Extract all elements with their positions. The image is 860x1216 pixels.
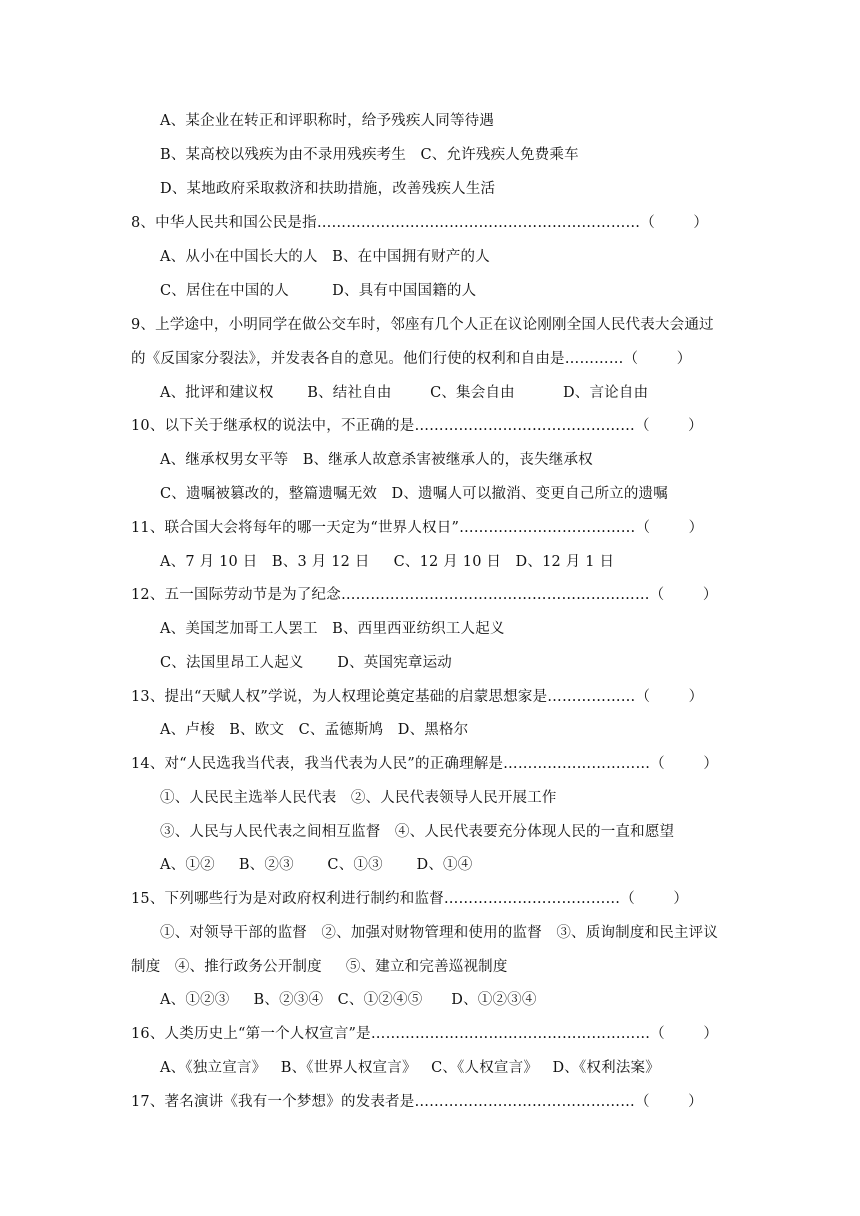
statement-line: ①、对领导干部的监督 ②、加强对财物管理和使用的监督 ③、质询制度和民主评议 — [160, 925, 719, 941]
question-17: 17、著名演讲《我有一个梦想》的发表者是………………………………………（ ） — [131, 1094, 703, 1110]
statement-line: ③、人民与人民代表之间相互监督 ④、人民代表要充分体现人民的一直和愿望 — [160, 824, 675, 840]
option-line: C、居住在中国的人 D、具有中国国籍的人 — [160, 283, 477, 299]
question-8: 8、中华人民共和国公民是指…………………………………………………………（ ） — [131, 215, 709, 231]
option-line: C、遗嘱被篡改的，整篇遗嘱无效 D、遗嘱人可以撤消、变更自己所立的遗嘱 — [160, 486, 668, 502]
option-line: C、法国里昂工人起义 D、英国宪章运动 — [160, 655, 452, 671]
question-15: 15、下列哪些行为是对政府权利进行制约和监督………………………………（ ） — [131, 891, 689, 907]
option-line: A、《独立宣言》 B、《世界人权宣言》 C、《人权宣言》 D、《权利法案》 — [160, 1060, 660, 1076]
question-10: 10、以下关于继承权的说法中，不正确的是………………………………………（ ） — [131, 418, 703, 434]
option-line: A、某企业在转正和评职称时，给予残疾人同等待遇 — [160, 113, 495, 129]
option-line: A、美国芝加哥工人罢工 B、西里西亚纺织工人起义 — [160, 621, 505, 637]
option-line: A、从小在中国长大的人 B、在中国拥有财产的人 — [160, 249, 490, 265]
question-11: 11、联合国大会将每年的哪一天定为“世界人权日”………………………………（ ） — [131, 520, 704, 536]
option-line: A、继承权男女平等 B、继承人故意杀害被继承人的，丧失继承权 — [160, 452, 593, 468]
option-line: A、卢梭 B、欧文 C、孟德斯鸠 D、黑格尔 — [160, 722, 469, 738]
question-13: 13、提出“天赋人权”学说，为人权理论奠定基础的启蒙思想家是………………（ ） — [131, 689, 704, 705]
question-16: 16、人类历史上“第一个人权宣言”是…………………………………………………（ ） — [131, 1026, 719, 1042]
option-line: D、某地政府采取救济和扶助措施，改善残疾人生活 — [160, 181, 496, 197]
statement-line-continued: 制度 ④、推行政务公开制度 ⑤、建立和完善巡视制度 — [131, 959, 508, 975]
question-9: 9、上学途中，小明同学在做公交车时，邻座有几个人正在议论刚刚全国人民代表大会通过 — [131, 317, 714, 333]
question-14: 14、对“人民选我当代表，我当代表为人民”的正确理解是…………………………（ ） — [131, 756, 719, 772]
option-line: A、7 月 10 日 B、3 月 12 日 C、12 月 10 日 D、12 月 1 日 — [160, 554, 615, 570]
option-line: A、①② B、②③ C、①③ D、①④ — [160, 857, 473, 873]
option-line: A、①②③ B、②③④ C、①②④⑤ D、①②③④ — [160, 992, 537, 1008]
question-9-continued: 的《反国家分裂法》，并发表各自的意见。他们行使的权利和自由是…………（ ） — [131, 351, 692, 367]
question-12: 12、五一国际劳动节是为了纪念………………………………………………………（ ） — [131, 587, 718, 603]
option-line: B、某高校以残疾为由不录用残疾考生 C、允许残疾人免费乘车 — [160, 147, 579, 163]
statement-line: ①、人民民主选举人民代表 ②、人民代表领导人民开展工作 — [160, 790, 557, 806]
option-line: A、批评和建议权 B、结社自由 C、集会自由 D、言论自由 — [160, 385, 649, 401]
